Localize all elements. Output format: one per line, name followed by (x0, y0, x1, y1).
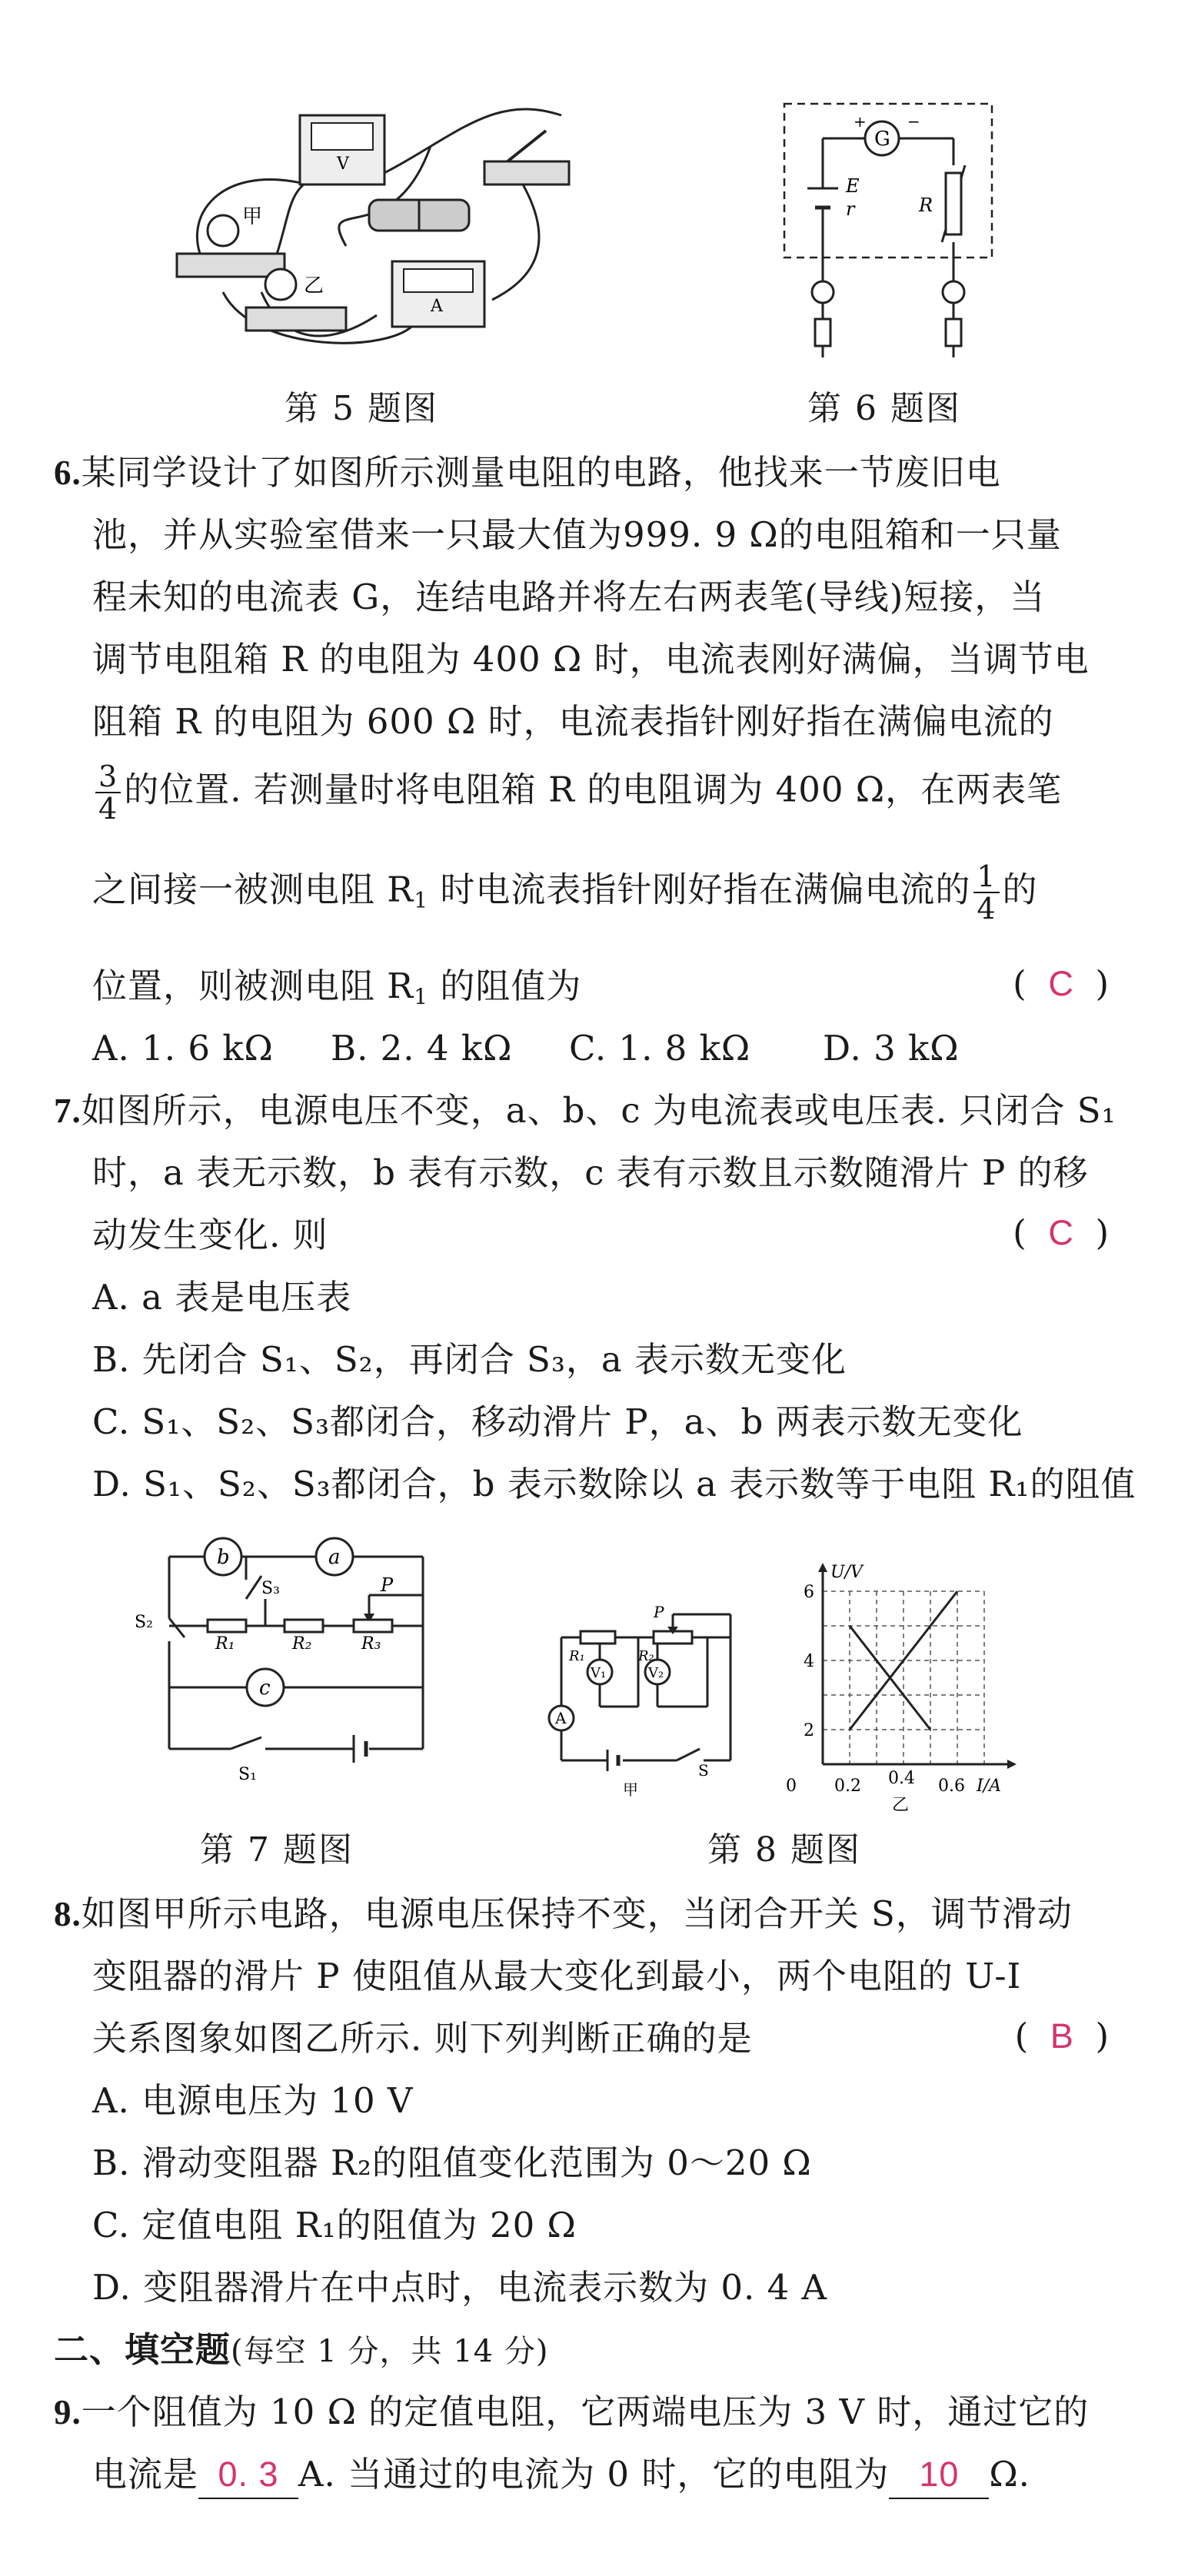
fig6-resistor-box-label: R (919, 194, 933, 216)
fig7-s3-label: S₃ (261, 1579, 280, 1598)
q7-option-c: C. S₁、S₂、S₃都闭合，移动滑片 P，a、b 两表示数无变化 (92, 1401, 1023, 1442)
section-2-heading: 二、填空题(每空 1 分，共 14 分) (54, 2329, 549, 2370)
fig8-v1-label: V₁ (591, 1665, 607, 1681)
fig8-origin: 0 (786, 1777, 797, 1796)
q6-line8: 位置，则被测电阻 $R_1$ 的阻值为 (92, 966, 582, 1009)
fig8-slider-p-label: P (654, 1603, 664, 1621)
fig8-ylabel: U/V (830, 1563, 863, 1582)
fig7-s2-label: S₂ (135, 1613, 153, 1632)
fig8-yi-label: 乙 (892, 1796, 910, 1815)
q8-option-c: C. 定值电阻 R₁的阻值为 20 Ω (92, 2205, 577, 2245)
q8-option-b: B. 滑动变阻器 R₂的阻值变化范围为 0～20 Ω (92, 2142, 812, 2183)
fig8-xtick-02: 0.2 (834, 1777, 861, 1796)
fig6-circuit-diagram (777, 96, 1015, 373)
q8-option-a: A. 电源电压为 10 V (92, 2080, 414, 2121)
fig8-xtick-04: 0.4 (888, 1769, 915, 1788)
fig8-jia-label: 甲 (623, 1780, 638, 1799)
q7-line3: 动发生变化. 则 (92, 1215, 328, 1255)
q6-option-d: D. 3 kΩ (823, 1028, 960, 1069)
fig8-switch-s-label: S (698, 1761, 709, 1780)
q9-blank-resistance[interactable]: 10 (889, 2451, 989, 2499)
fig7-r2-label: R₂ (292, 1634, 312, 1654)
fig7-caption: 第 7 题图 (200, 1830, 354, 1870)
fig6-plus-label: + (854, 112, 867, 131)
q7-option-d: D. S₁、S₂、S₃都闭合，b 表示数除以 a 表示数等于电阻 R₁的阻值 (92, 1464, 1136, 1504)
fig6-caption: 第 6 题图 (807, 389, 961, 428)
q7-option-b: B. 先闭合 S₁、S₂，再闭合 S₃，a 表示数无变化 (92, 1339, 847, 1380)
q8-answer: B (1050, 2016, 1073, 2056)
q6-fraction-one-quarter: $\frac{1}{4}$ (973, 861, 999, 924)
q7-option-a: A. a 表是电压表 (92, 1277, 352, 1318)
fig7-slider-p-label: P (381, 1574, 394, 1596)
fig5-circuit-diagram (161, 100, 592, 369)
fig8-xtick-06: 0.6 (938, 1777, 965, 1796)
fig8-ui-graph (777, 1561, 1030, 1822)
fig6-galvanometer-label: G (874, 128, 890, 151)
q7-line1: 7.如图所示，电源电压不变，a、b、c 为电流表或电压表. 只闭合 S₁ (54, 1090, 1116, 1131)
fig8-xlabel: I/A (977, 1777, 1001, 1796)
fig5-lamp-yi-label: 乙 (304, 274, 324, 297)
q6-option-b: B. 2. 4 kΩ (331, 1028, 513, 1069)
fig8-ytick-6: 6 (804, 1583, 814, 1602)
fig6-internal-r-label: r (846, 198, 855, 220)
q8-number: 8. (54, 1895, 82, 1933)
q6-line2: 池，并从实验室借来一只最大值为999. 9 Ω的电阻箱和一只量 (92, 514, 1062, 555)
fig7-meter-b-label: b (217, 1546, 230, 1569)
fig8-circuit-diagram (523, 1599, 754, 1799)
q6-line7: 之间接一被测电阻 $R_1$ 时电流表指针刚好指在满偏电流的 $\frac{1}{4}$ 的 (92, 859, 1038, 926)
q6-text-6: 的位置. 若测量时将电阻箱 R 的电阻调为 400 Ω，在两表笔 (124, 769, 1063, 810)
fig7-r1-label: R₁ (215, 1634, 235, 1654)
q6-fraction-three-quarters: $\frac{3}{4}$ (95, 761, 121, 824)
q8-option-d: D. 变阻器滑片在中点时，电流表示数为 0. 4 A (92, 2267, 828, 2308)
fig5-ammeter-label: A (431, 297, 443, 316)
q6-option-c: C. 1. 8 kΩ (569, 1028, 751, 1069)
fig8-caption: 第 8 题图 (707, 1830, 861, 1870)
q6-answer: C (1048, 964, 1073, 1003)
q6-number: 6. (54, 454, 82, 492)
q6-line4: 调节电阻箱 R 的电阻为 400 Ω 时，电流表刚好满偏，当调节电 (92, 639, 1090, 680)
q7-number: 7. (54, 1092, 82, 1130)
q9-line2: 电流是 0. 3 A. 当通过的电流为 0 时，它的电阻为 10 Ω. (92, 2451, 1030, 2499)
fig7-r3-label: R₃ (361, 1634, 381, 1654)
fig7-s1-label: S₁ (238, 1765, 257, 1784)
q6-option-a: A. 1. 6 kΩ (92, 1028, 274, 1069)
fig5-lamp-jia-label: 甲 (242, 205, 263, 228)
q6-line6 (92, 761, 1062, 824)
q8-line2: 变阻器的滑片 P 使阻值从最大变化到最小，两个电阻的 U-I (92, 1956, 1022, 1996)
fig8-ammeter-label: A (555, 1709, 567, 1727)
fig8-r2-label: R₂ (638, 1648, 654, 1664)
q6-line5: 阻箱 R 的电阻为 600 Ω 时，电流表指针刚好指在满偏电流的 (92, 701, 1054, 742)
fig7-meter-a-label: a (328, 1546, 341, 1569)
q6-line1 (54, 450, 1001, 496)
q6-line3: 程未知的电流表 G，连结电路并将左右两表笔(导线)短接，当 (92, 577, 1046, 617)
fig5-voltmeter-label: V (337, 155, 349, 174)
q8-line1: 8.如图甲所示电路，电源电压保持不变，当闭合开关 S，调节滑动 (54, 1893, 1073, 1934)
q6-text-1: 某同学设计了如图所示测量电阻的电路，他找来一节废旧电 (81, 452, 1001, 493)
q8-line3: 关系图象如图乙所示. 则下列判断正确的是 (92, 2018, 753, 2059)
q7-answer: C (1048, 1213, 1073, 1252)
fig8-ytick-2: 2 (804, 1721, 814, 1740)
fig6-minus-label: − (907, 112, 920, 131)
fig8-ytick-4: 4 (804, 1652, 814, 1671)
fig7-meter-c-label: c (259, 1677, 271, 1700)
fig6-emf-label: E (846, 175, 860, 197)
q7-line2: 时，a 表无示数，b 表有示数，c 表有示数且示数随滑片 P 的移 (92, 1152, 1089, 1193)
fig8-r1-label: R₁ (569, 1648, 585, 1664)
fig8-v2-label: V₂ (648, 1665, 664, 1681)
q7-answer-bracket: ( C ) (1013, 1212, 1109, 1253)
fig7-circuit-diagram (131, 1534, 454, 1787)
q8-answer-bracket: ( B ) (1014, 2016, 1109, 2056)
fig5-caption: 第 5 题图 (285, 389, 438, 428)
q6-answer-bracket: ( C ) (1013, 963, 1109, 1004)
q9-number: 9. (54, 2393, 82, 2431)
q9-line1: 9.一个阻值为 10 Ω 的定值电阻，它两端电压为 3 V 时，通过它的 (54, 2392, 1090, 2432)
q9-blank-current[interactable]: 0. 3 (198, 2451, 298, 2499)
